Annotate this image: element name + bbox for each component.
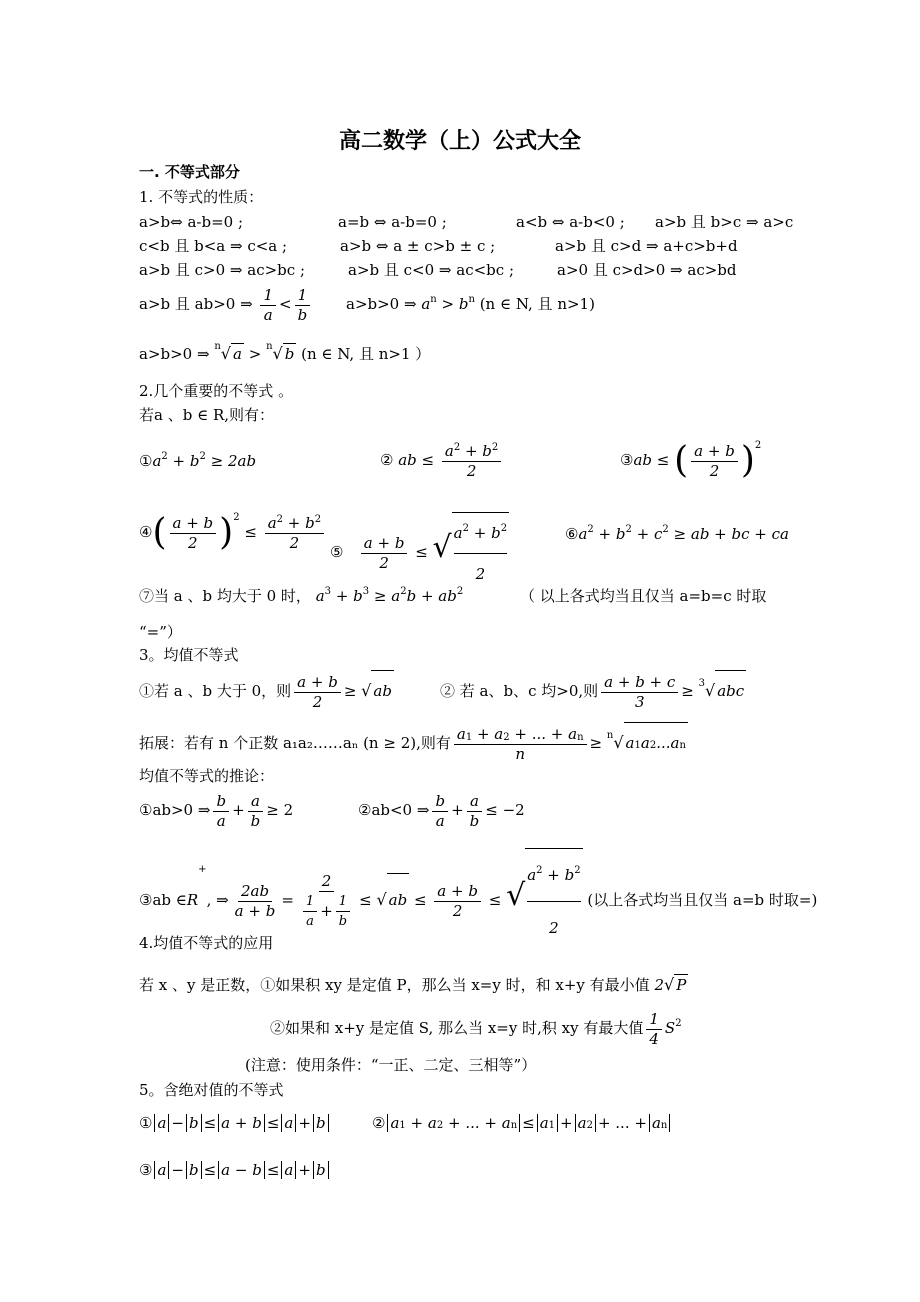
equality-note-continued: “=”） [139,623,182,641]
formula-tail: (n ∈ N, 且 n>1 ） [301,345,431,363]
formula-lead: ①若 a 、b 大于 0，则 [139,682,292,700]
application-1-text: 若 x 、y 是正数，①如果积 xy 是定值 P，那么当 x=y 时，和 x+y 有最小值 [139,976,650,994]
formula-lead: 拓展：若有 n 个正数 a₁a₂……aₙ (n ≥ 2),则有 [139,734,451,752]
corollary-heading: 均值不等式的推论： [139,767,275,785]
property-text: a=b ⇔ a-b=0 ; [338,213,447,231]
subsection-heading: 5。含绝对值的不等式 [139,1081,284,1099]
subsection-heading: 1. 不等式的性质： [139,188,264,206]
formula-line: a>b>0 ⇒ $^n$√ a > $^n$√ b (n ∈ N, 且 n>1 ） [139,341,431,363]
page-title: 高二数学（上）公式大全 [338,129,581,154]
mean-inequality-extension: 拓展：若有 n 个正数 a₁a₂……aₙ (n ≥ 2),则有 $\frac{a_1 + a_2 + ... + a_n}{n}$ ≥ $^n$√ $a_1a_2...a_n$ [139,722,688,764]
absolute-inequality-3: ③ a − b ≤ a − b ≤ a + b [139,1160,331,1180]
property-text: a>b⇔ a-b=0 ; [139,213,243,231]
inequality-1: $①a^2 + b^2 \ge 2ab$ [139,451,257,470]
formula-lead: ③ab ∈ [139,891,187,909]
formula-lead: a>b 且 ab>0 ⇒ [139,295,253,313]
corollary-2: ②ab<0 ⇒ $\frac{b}{a}$ + $\frac{a}{b}$ ≤ −2 [358,791,525,830]
corollary-1: ①ab>0 ⇒ $\frac{b}{a}$ + $\frac{a}{b}$ ≥ 2 [139,791,294,830]
property-text: a>b ⇔ a ± c>b ± c ; [340,237,496,255]
formula-tail: (n ∈ N, 且 n>1) [479,295,595,313]
inequality-7: ⑦当 a 、b 均大于 0 时， $a^3 + b^3 \ge a^2b + ab^2$ [139,586,464,605]
mean-inequality-1: ①若 a 、b 大于 0，则 $\frac{a + b}{2}$ ≥ √ ab [139,670,394,712]
property-text: a<b ⇔ a-b<0 ; [516,213,625,231]
subsection-heading: 2.几个重要的不等式 。 [139,382,294,400]
property-text: a>b 且 c>d ⇒ a+c>b+d [555,237,738,255]
subsection-heading: 3。均值不等式 [139,646,239,664]
application-2-text: ②如果和 x+y 是定值 S, 那么当 x=y 时,积 xy 有最大值 [270,1019,644,1037]
corollary-3: ③ab ∈R+, ⇒ $\frac{2ab}{a + b}$ = 2 $\frac{1}{a}$ + $\frac{1}{b}$ ≤ √ ab ≤ $\frac{a + b}{2}$ ≤ √ $\frac{a^2 + b^2}{2}$ (以上各式均当且仅当 a=b 时取=) [139,848,817,954]
formula-lead: a>b>0 ⇒ [346,295,417,313]
mean-inequality-2: ② 若 a、b、c 均>0,则 $\frac{a + b + c}{3}$ ≥ $^3$√ abc [440,670,746,712]
condition-text: 若a 、b ∈ R,则有： [139,406,275,424]
property-text: a>b 且 b>c ⇒ a>c [655,213,794,231]
formula-line: a>b 且 ab>0 ⇒ $\frac{1}{a}$ < $\frac{1}{b}$ [139,284,313,325]
property-text: a>b 且 c>0 ⇒ ac>bc ; [139,261,306,279]
property-text: a>0 且 c>d>0 ⇒ ac>bd [557,261,737,279]
inequality-7-lead: ⑦当 a 、b 均大于 0 时， [139,587,311,605]
equality-note: （ 以上各式均当且仅当 a=b=c 时取 [520,587,767,605]
formula-line: a>b>0 ⇒ $a^n > b^n$ (n ∈ N, 且 n>1) [346,294,595,313]
inequality-5: ⑤ $\frac{a + b}{2}$ ≤ √ $\frac{a^2 + b^2}{2}$ [330,512,509,594]
property-text: a>b 且 c<0 ⇒ ac<bc ; [348,261,515,279]
inequality-3: ③ab ≤ ( $\frac{a + b}{2}$ )$^2$ [620,440,762,481]
inequality-6: $⑥a^2 + b^2 + c^2$ ≥ ab + bc + ca [565,524,789,543]
inequality-2: ② ab ≤ $\frac{a^2 + b^2}{2}$ [380,440,504,481]
formula-lead: ② 若 a、b、c 均>0,则 [440,682,599,700]
formula-lead: ②ab<0 ⇒ [358,801,430,819]
absolute-inequality-2: ② $a_1 + a_2$ + ... + $a_n \le a_1 + a_2$ + ... + $a_n$ [372,1113,672,1133]
corollary-3-note: (以上各式均当且仅当 a=b 时取=) [587,891,818,909]
formula-lead: ①ab>0 ⇒ [139,801,211,819]
absolute-inequality-1: ① a − b ≤ a + b ≤ a + b [139,1113,331,1133]
property-text: c<b 且 b<a ⇒ c<a ; [139,237,288,255]
inequality-4: ④( $\frac{a + b}{2}$ )$^2$ ≤ $\frac{a^2 + b^2}{2}$ [139,512,327,553]
formula-lead: a>b>0 ⇒ [139,345,210,363]
application-2: ②如果和 x+y 是定值 S, 那么当 x=y 时,积 xy 有最大值 $\frac{1}{4}$ $S^2$ [270,1009,682,1048]
usage-note: (注意：使用条件：“一正、二定、三相等”） [245,1056,537,1074]
subsection-heading: 4.均值不等式的应用 [139,934,274,952]
section-heading: 一. 不等式部分 [139,163,240,181]
application-1: 若 x 、y 是正数，①如果积 xy 是定值 P，那么当 x=y 时，和 x+y 有最小值 2√ P [139,975,687,994]
